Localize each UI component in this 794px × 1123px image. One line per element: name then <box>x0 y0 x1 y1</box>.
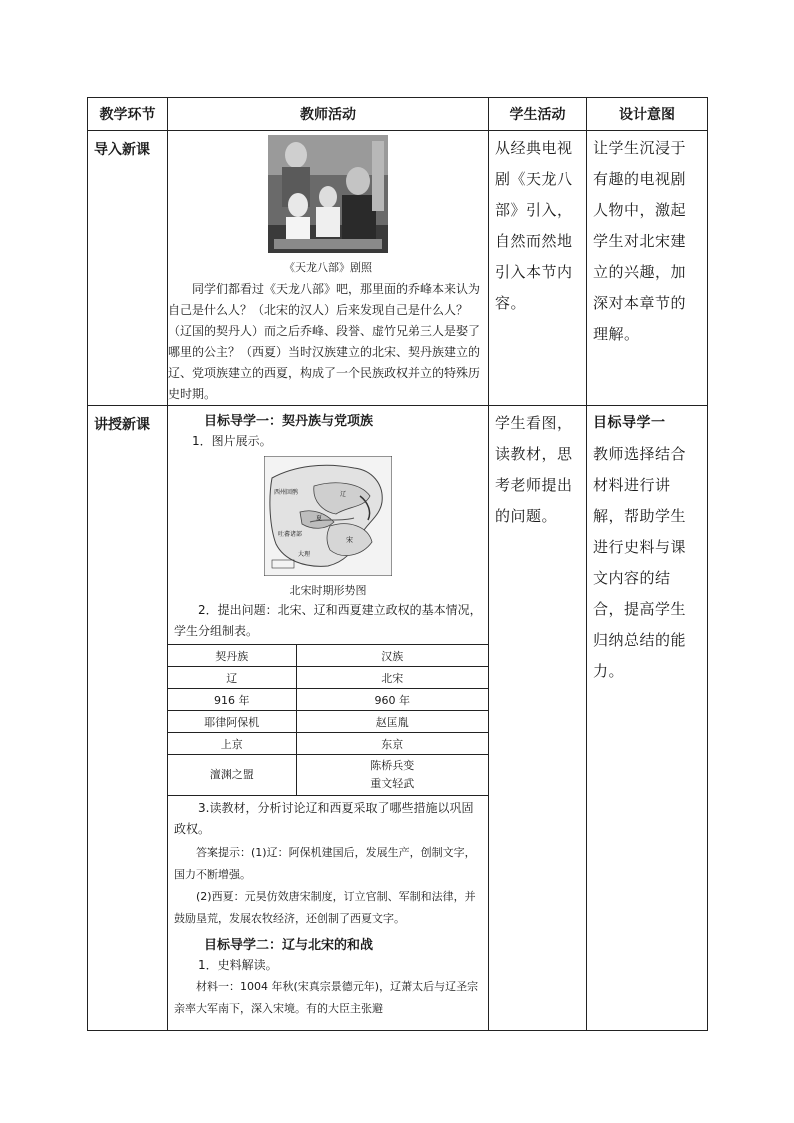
intro-student-activity: 从经典电视剧《天龙八部》引入，自然而然地引入本节内容。 <box>489 131 587 406</box>
comparison-cell-right: 北宋 <box>296 667 488 689</box>
comparison-cell-left: 契丹族 <box>168 645 296 667</box>
intro-teacher-cell <box>168 131 489 406</box>
drama-poster-photo-icon <box>268 135 388 253</box>
lecture-design-intent: 教师选择结合材料进行讲解，帮助学生进行史料与课文内容的结合，提高学生归纳总结的能力。 <box>593 445 687 680</box>
answer2-text: (2)西夏：元昊仿效唐宋制度，订立官制、军制和法律，并鼓励垦荒，发展农牧经济，还创制了西夏文字。 <box>174 890 476 925</box>
lecture-design-intent-cell <box>587 406 708 1031</box>
comparison-cell-right: 赵匡胤 <box>296 711 488 733</box>
header-row <box>88 98 708 131</box>
header-stage: 教学环节 <box>88 98 168 131</box>
map-caption: 北宋时期形势图 <box>289 584 367 597</box>
comparison-cell-left: 耶律阿保机 <box>168 711 296 733</box>
header-design-intent: 设计意图 <box>587 98 708 131</box>
intro-design-intent: 让学生沉浸于有趣的电视剧人物中，激起学生对北宋建立的兴趣，加深对本章节的理解。 <box>587 131 708 406</box>
comparison-row <box>168 689 488 711</box>
item1-text: 1．图片展示。 <box>192 434 272 448</box>
lecture-teacher-cell <box>168 406 489 1031</box>
map-label-west: 西州回鹘 <box>274 489 299 496</box>
map-label-xia: 夏 <box>316 515 323 522</box>
intro-row <box>88 131 708 406</box>
comparison-cell-right: 960 年 <box>296 689 488 711</box>
comparison-cell-line: 重文轻武 <box>370 777 415 790</box>
comparison-row <box>168 711 488 733</box>
lesson-plan-table <box>87 97 708 1031</box>
comparison-row <box>168 645 488 667</box>
item2-text: 2．提出问题：北宋、辽和西夏建立政权的基本情况，学生分组制表。 <box>174 603 482 638</box>
lecture-student-activity: 学生看图，读教材，思考老师提出的问题。 <box>489 406 587 1031</box>
intro-paragraph: 同学们都看过《天龙八部》吧，那里面的乔峰本来认为自己是什么人？（北宋的汉人）后来发现自己是什么人？（辽国的契丹人）而之后乔峰、段誉、虚竹兄弟三人是娶了哪里的公主？（西夏）当时汉族建立的北宋、契丹族建立的辽、党项族建立的西夏，构成了一个民族政权并立的特殊历史时期。 <box>168 282 481 401</box>
comparison-cell-left: 辽 <box>168 667 296 689</box>
map-label-dali: 大理 <box>298 551 311 558</box>
header-teacher-activity: 教师活动 <box>168 98 489 131</box>
answer1-text: 答案提示：(1)辽：阿保机建国后，发展生产，创制文字，国力不断增强。 <box>174 846 476 881</box>
intro-section-label: 导入新课 <box>88 131 168 406</box>
comparison-cell-right: 汉族 <box>296 645 488 667</box>
material1-text: 材料一：1004 年秋(宋真宗景德元年)，辽萧太后与辽圣宗亲率大军南下，深入宋境。有的大臣主张避 <box>174 980 479 1015</box>
map-label-tubo: 吐蕃诸部 <box>278 531 303 538</box>
comparison-cell-left: 916 年 <box>168 689 296 711</box>
map-label-song: 宋 <box>346 536 353 544</box>
goal1-title: 目标导学一：契丹族与党项族 <box>204 414 374 429</box>
comparison-cell-right <box>296 755 488 796</box>
comparison-row <box>168 733 488 755</box>
photo-caption: 《天龙八部》剧照 <box>284 261 372 274</box>
lecture-section-label: 讲授新课 <box>88 406 168 1031</box>
lecture-row <box>88 406 708 1031</box>
comparison-cell-left: 上京 <box>168 733 296 755</box>
intent-title: 目标导学一 <box>593 415 666 431</box>
goal2-title: 目标导学二：辽与北宋的和战 <box>204 938 374 953</box>
map-label-liao: 辽 <box>340 491 347 498</box>
comparison-row <box>168 755 488 796</box>
comparison-cell-right: 东京 <box>296 733 488 755</box>
northern-song-map-icon <box>264 456 392 576</box>
comparison-cell-left: 澶渊之盟 <box>168 755 296 796</box>
item3-text: 3.读教材，分析讨论辽和西夏采取了哪些措施以巩固政权。 <box>174 801 474 836</box>
item4-text: 1．史料解读。 <box>198 958 278 972</box>
comparison-table <box>168 644 488 796</box>
comparison-row <box>168 667 488 689</box>
comparison-cell-line: 陈桥兵变 <box>370 759 415 772</box>
header-student-activity: 学生活动 <box>489 98 587 131</box>
